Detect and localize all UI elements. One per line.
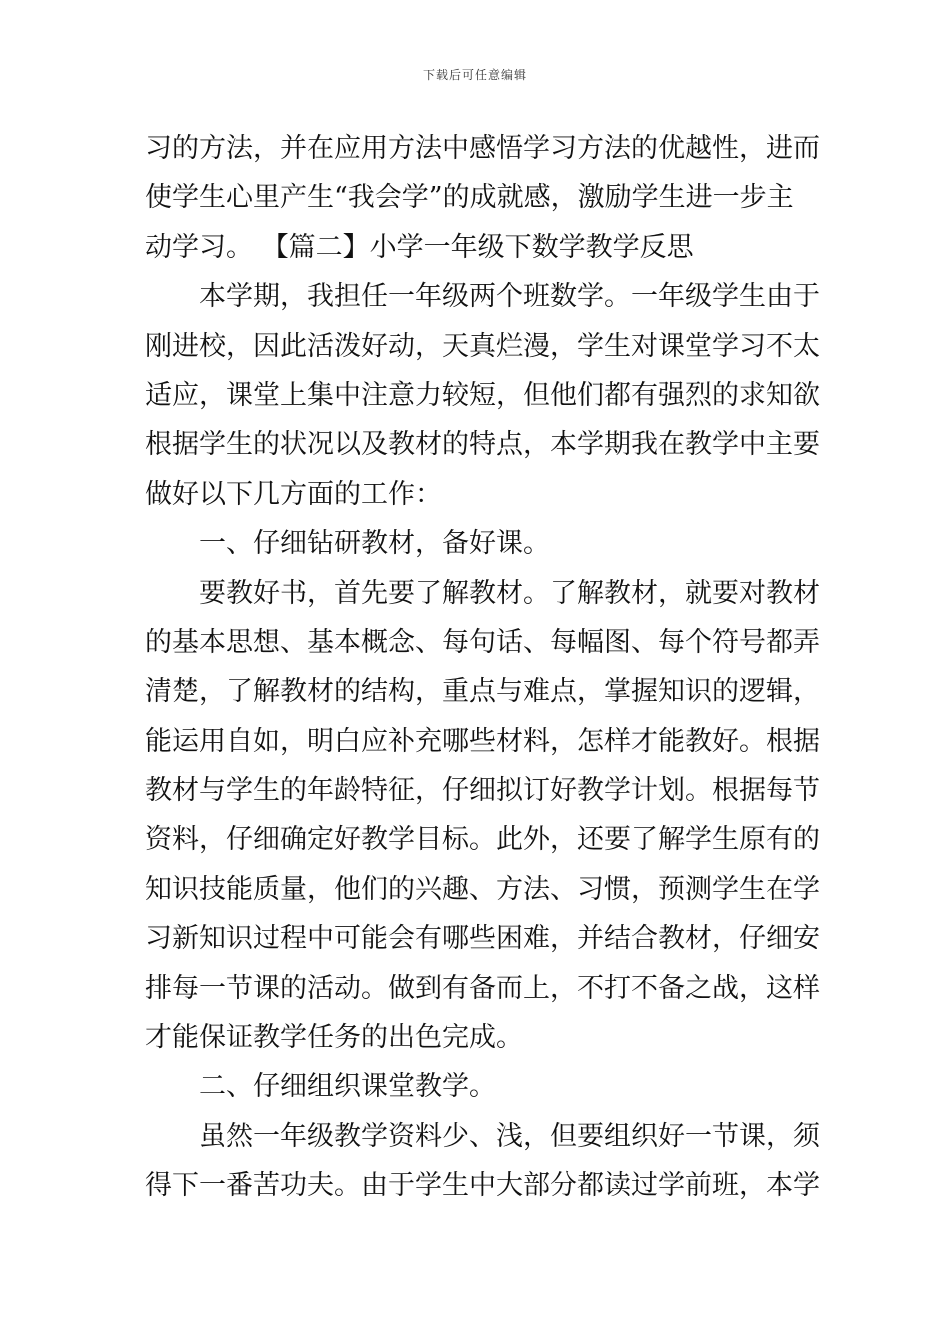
- paragraph-start-line: 要教好书，首先要了解教材。了解教材，就要对教材: [199, 577, 820, 609]
- text-line: 资料，仔细确定好教学目标。此外，还要了解学生原有的: [145, 824, 820, 856]
- text-line: 才能保证教学任务的出色完成。: [145, 1022, 523, 1054]
- text-line: 刚进校，因此活泼好动，天真烂漫，学生对课堂学习不太: [145, 330, 820, 362]
- text-line: 清楚，了解教材的结构，重点与难点，掌握知识的逻辑，: [145, 676, 820, 708]
- text-line: 根据学生的状况以及教材的特点，本学期我在教学中主要: [145, 429, 820, 461]
- text-line: 适应，课堂上集中注意力较短，但他们都有强烈的求知欲: [145, 379, 820, 411]
- text-line: 的基本思想、基本概念、每句话、每幅图、每个符号都弄: [145, 626, 820, 658]
- section-heading-2: 二、仔细组织课堂教学。: [199, 1071, 496, 1103]
- text-line: 知识技能质量，他们的兴趣、方法、习惯，预测学生在学: [145, 873, 820, 905]
- text-line: 做好以下几方面的工作：: [145, 478, 442, 510]
- text-line: 教材与学生的年龄特征，仔细拟订好教学计划。根据每节: [145, 775, 820, 807]
- text-line: 习新知识过程中可能会有哪些困难，并结合教材，仔细安: [145, 923, 820, 955]
- paragraph-start-line: 本学期，我担任一年级两个班数学。一年级学生由于: [199, 281, 820, 313]
- text-line: 排每一节课的活动。做到有备而上，不打不备之战，这样: [145, 972, 820, 1004]
- section-heading-1: 一、仔细钻研教材，备好课。: [199, 528, 550, 560]
- text-line: 习的方法，并在应用方法中感悟学习方法的优越性，进而: [145, 133, 820, 164]
- text-line: 能运用自如，明白应补充哪些材料，怎样才能教好。根据: [145, 725, 820, 757]
- text-line: 动学习。 【篇二】小学一年级下数学教学反思: [145, 231, 694, 263]
- text-line: 得下一番苦功夫。由于学生中大部分都读过学前班，本学: [145, 1170, 820, 1202]
- paragraph-start-line: 虽然一年级教学资料少、浅，但要组织好一节课，须: [199, 1120, 820, 1152]
- header-note: 下载后可任意编辑: [422, 68, 527, 82]
- document-body: [145, 124, 820, 1211]
- text-line: 使学生心里产生“我会学”的成就感，激励学生进一步主: [145, 182, 794, 214]
